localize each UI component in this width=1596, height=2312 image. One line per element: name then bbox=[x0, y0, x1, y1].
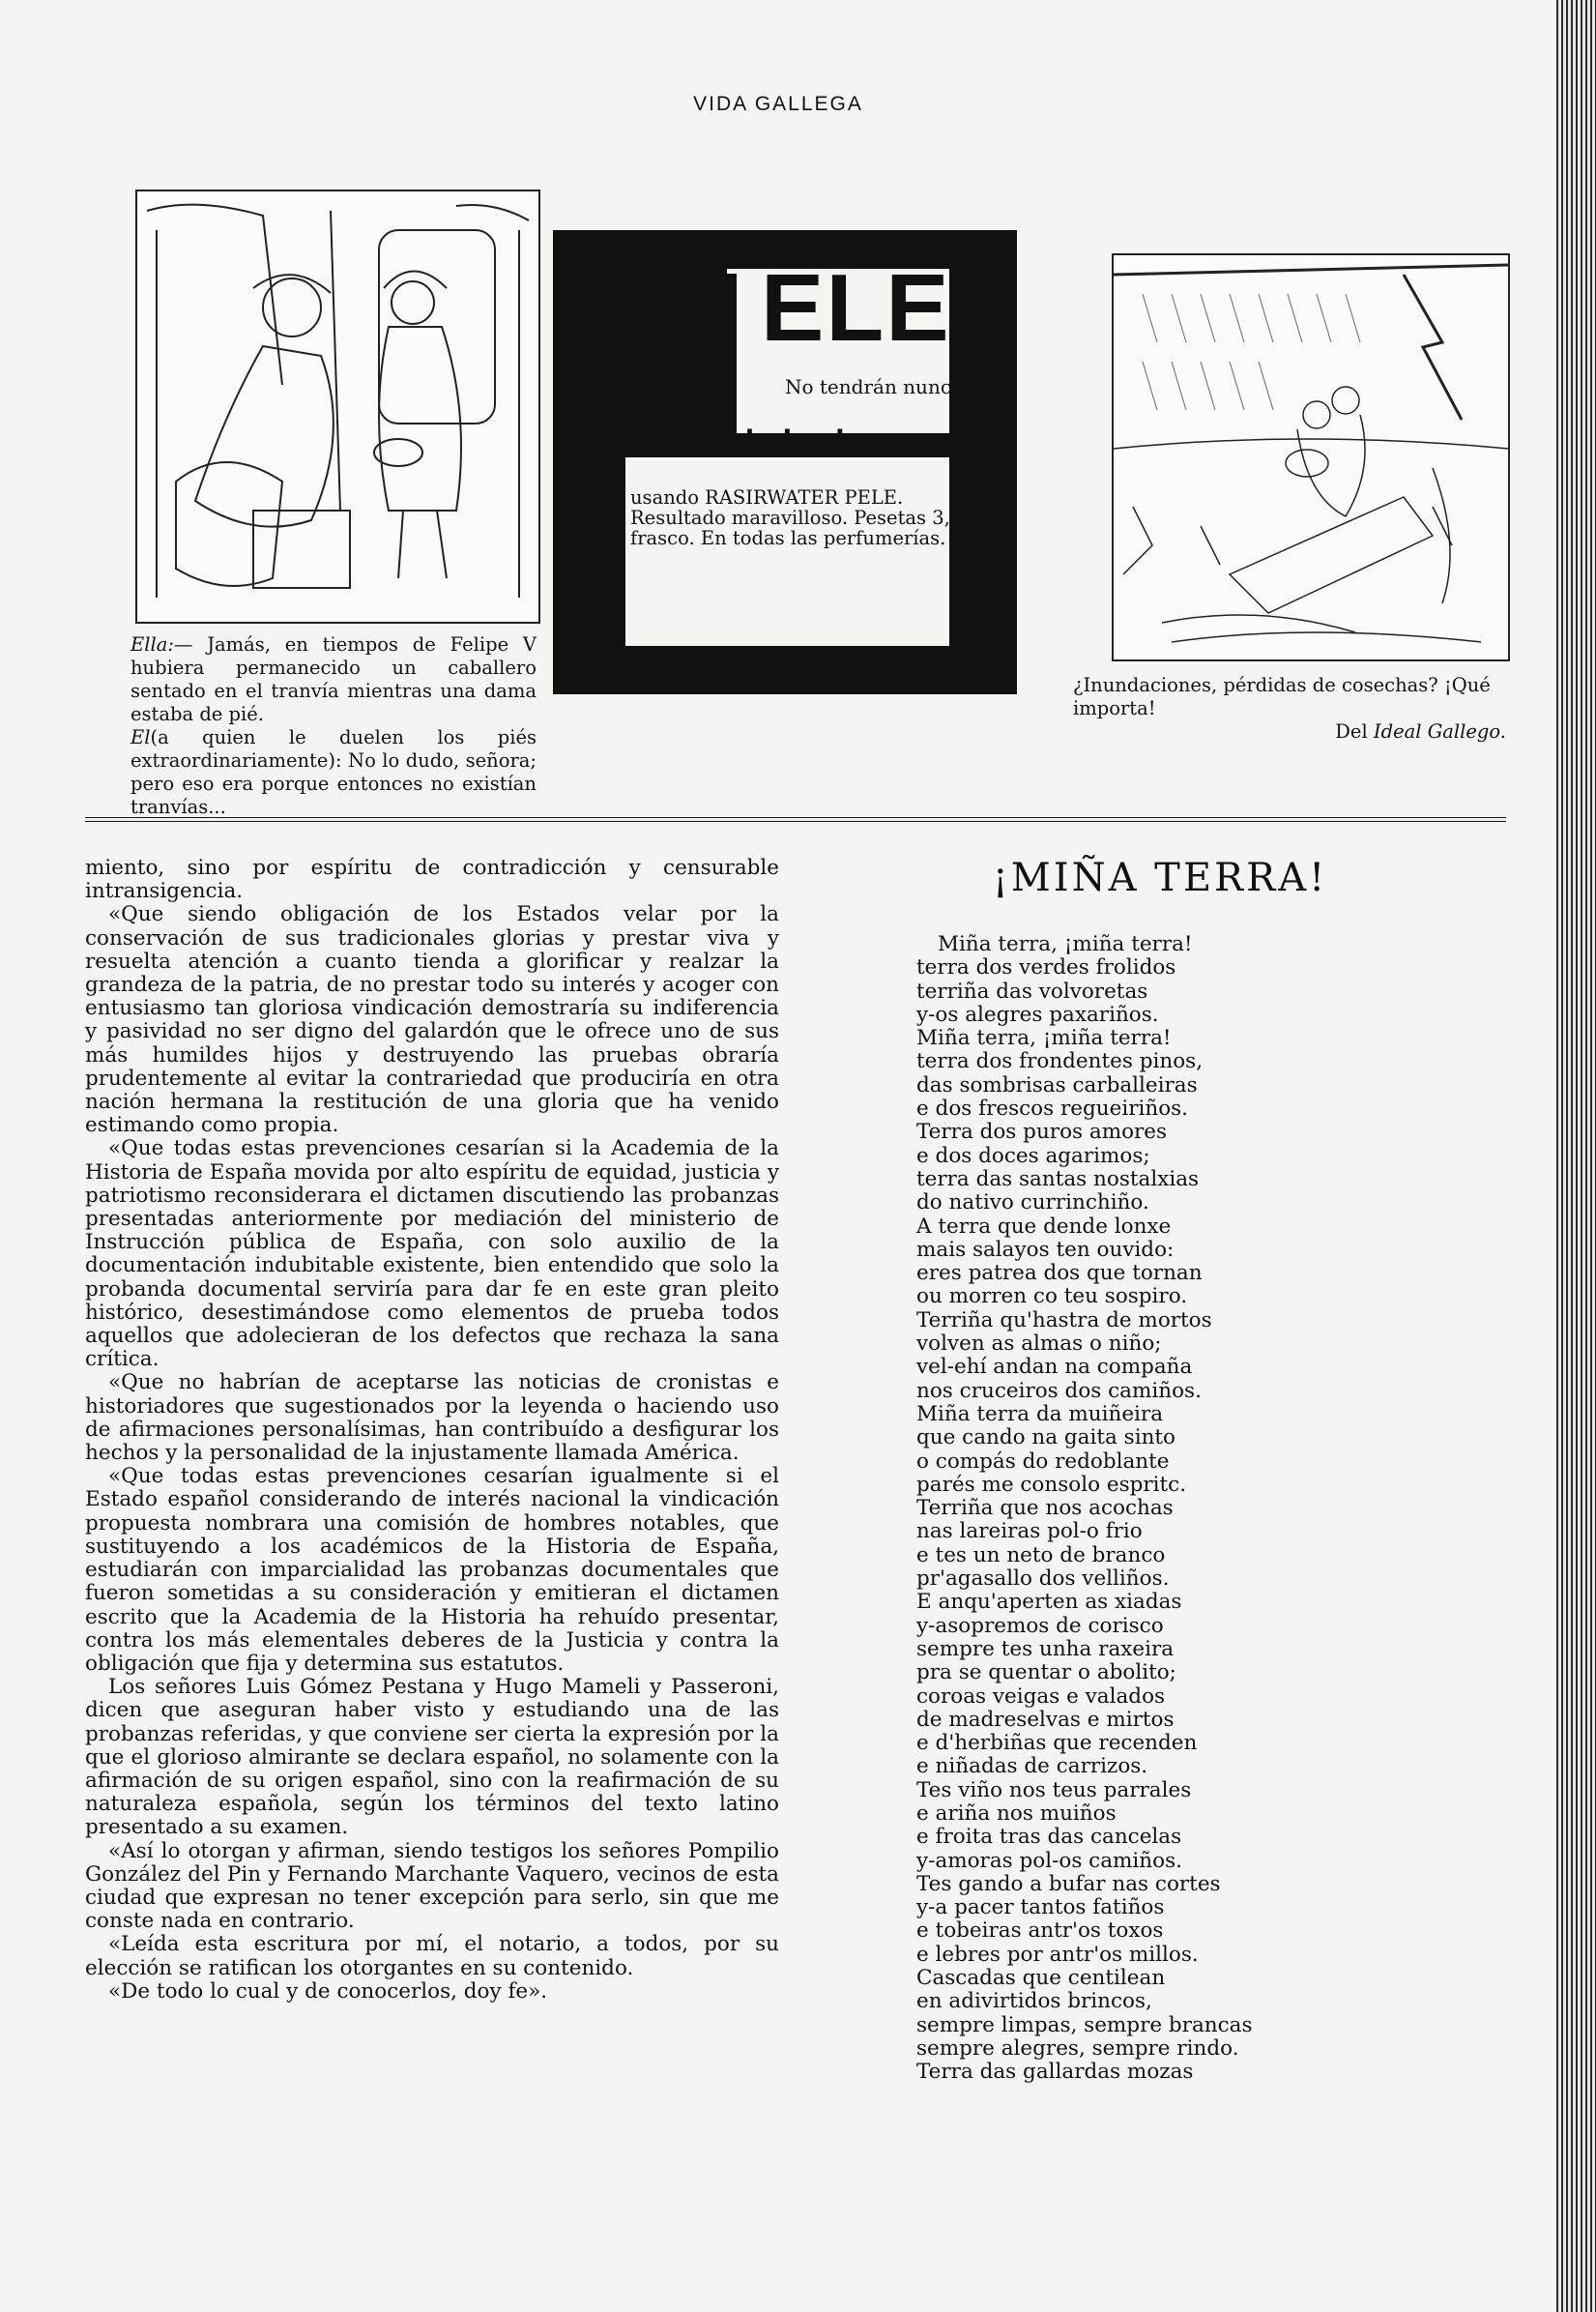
article-paragraph: «Leída esta escritura por mí, el notario, a todos, por su elección se ratifican los otorgantes en su contenido. bbox=[85, 1932, 779, 1980]
poem-line: sempre alegres, sempre rindo. bbox=[916, 2035, 1239, 2061]
poem-line: y-os alegres paxariños. bbox=[916, 1002, 1159, 1027]
poem-line: e niñadas de carrizos. bbox=[916, 1754, 1148, 1779]
cartoon-tram-illustration bbox=[135, 190, 540, 624]
article-paragraph: «Que todas estas prevenciones cesarían igualmente si el Estado español considerando de interés nacional la vindicación propuesta nombrara una comisión de hombres notables, que sustituyendo a los académicos de la Historia de España, estudiarán con imparcialidad las probanzas documentales que fueron sometidas a su consideración y emitieran el dictamen escrito que la Academia de la Historia ha rehuído presentar, contra los más elementales deberes de la Justicia y contra la obligación que fija y determina sus estatutos. bbox=[85, 1464, 779, 1676]
article-paragraph: Los señores Luis Gómez Pestana y Hugo Mameli y Passeroni, dicen que aseguran haber visto y estudiando una de las probanzas referidas, y que conviene ser cierta la expresión por la que el glorioso almirante se declara español, no solamente con la afirmación de su origen español, sino con la reafirmación de su naturaleza española, según los términos del texto latino presentado a su examen. bbox=[85, 1675, 779, 1840]
speaker-el: El bbox=[131, 726, 151, 748]
poem-line: coroas veigas e valados bbox=[916, 1683, 1166, 1709]
poem-line: mais salayos ten ouvido: bbox=[916, 1237, 1175, 1262]
poem-line: eres patrea dos que tornan bbox=[916, 1261, 1203, 1286]
poem-line: do nativo currinchiño. bbox=[916, 1190, 1149, 1215]
article-paragraph: «Que no habrían de aceptarse las noticias de cronistas e historiadores que sugestionados por la leyenda o haciendo uso de afirmaciones personalísimas, han contribuído a desfigurar los hechos y la personalidad de la injustamente llamada América. bbox=[85, 1370, 779, 1466]
poem-line: Terriña qu'hastra de mortos bbox=[916, 1307, 1212, 1332]
page-header: VIDA GALLEGA bbox=[693, 93, 863, 115]
poem-line: de madreselvas e mirtos bbox=[916, 1707, 1175, 1732]
article-paragraph: «Así lo otorgan y afirman, siendo testigos los señores Pompilio González del Pin y Fernando Marchante Vaquero, vecinos de esta ciudad que expresan no tener excepción para serlo, sin que me conste nada en contrario. bbox=[85, 1838, 779, 1934]
poem-line: y-amoras pol-os camiños. bbox=[916, 1848, 1182, 1873]
poem-line: y-asopremos de corisco bbox=[916, 1613, 1164, 1638]
poem-line: nas lareiras pol-o frio bbox=[916, 1519, 1143, 1544]
cartoon-right-caption: ¿Inundaciones, pérdidas de cosechas? ¡Qué importa! bbox=[1073, 674, 1491, 719]
cartoon-right-credit: Del Ideal Gallego. bbox=[1335, 720, 1506, 743]
poem-line: Tes gando a bufar nas cortes bbox=[916, 1871, 1221, 1896]
article-paragraph: «Que siendo obligación de los Estados velar por la conservación de sus tradicionales glorias y prestar viva y resuelta atención a cuanto tienda a glorificar y realzar la grandeza de la patria, de no prestar todo su interés y acoger con entusiasmo tan gloriosa vindicación demostraría su indiferencia y pasividad no ser digno del galardón que le ofrece uno de sus más humildes hijos y destruyendo las pruebas obraría prudentemente al evitar la contrariedad que produciría en otra nación hermana la restitución de una gloria que ha venido estimando como propia. bbox=[85, 902, 779, 1138]
poem-line: Miña terra, ¡miña terra! bbox=[938, 932, 1193, 956]
poem-line: ou morren co teu sospiro. bbox=[916, 1284, 1188, 1309]
poem-line: pra se quentar o abolito; bbox=[916, 1660, 1176, 1685]
poem-line: sempre tes unha raxeira bbox=[916, 1636, 1175, 1661]
poem-line: vel-ehí andan na compaña bbox=[916, 1355, 1193, 1380]
poem-line: Miña terra da muiñeira bbox=[916, 1401, 1164, 1426]
poem-line: e lebres por antr'os millos. bbox=[916, 1942, 1199, 1967]
poem-line: e ariña nos muiños bbox=[916, 1800, 1117, 1826]
pele-brand: ELE bbox=[761, 254, 951, 361]
article-paragraph: «De todo lo cual y de conocerlos, doy fe». bbox=[108, 1978, 548, 2004]
poem-line: e tobeiras antr'os toxos bbox=[916, 1918, 1164, 1944]
article-paragraph: miento, sino por espíritu de contradicción y censurable intransigencia. bbox=[85, 856, 779, 904]
poem-line: terriña das volvoretas bbox=[916, 979, 1148, 1004]
poem-title: ¡MIÑA TERRA! bbox=[992, 856, 1328, 900]
cartoon-flood-illustration bbox=[1112, 253, 1510, 661]
poem-line: e dos frescos regueiriños. bbox=[916, 1097, 1189, 1122]
poem-line: Terra dos puros amores bbox=[916, 1120, 1168, 1145]
section-divider bbox=[85, 817, 1506, 822]
poem-line: en adivirtidos brincos, bbox=[916, 1989, 1152, 2014]
advert-tagline: No tendrán nunca bbox=[785, 375, 963, 398]
speaker-ella: Ella: bbox=[131, 633, 174, 656]
poem-line: E anqu'aperten as xiadas bbox=[916, 1590, 1182, 1615]
poem-line: das sombrisas carballeiras bbox=[916, 1072, 1198, 1097]
poem-body bbox=[916, 933, 1253, 2085]
article-column bbox=[85, 857, 779, 2004]
poem-line: pr'agasallo dos velliños. bbox=[916, 1566, 1170, 1592]
advert-subtitle: Mala barba bbox=[698, 424, 875, 461]
article-paragraph: «Que todas estas prevenciones cesarían si la Academia de la Historia de España movida por alto espíritu de equidad, justicia y patriotismo reconsiderara el dictamen discutiendo las probanzas presentadas anteriormente por mediación del ministerio de Instrucción pública de España, con solo auxilio de la documentación indubitable existente, bien entendido que solo la probanda documental serviría para dar fe en este gran pleito histórico, desestimándose como elementos de prueba todos aquellos que adolecieran de los defectos que rechaza la sana crítica. bbox=[85, 1136, 779, 1372]
poem-line: e froita tras das cancelas bbox=[916, 1825, 1182, 1850]
poem-line: que cando na gaita sinto bbox=[916, 1425, 1176, 1450]
poem-line: volven as almas o niño; bbox=[916, 1332, 1162, 1357]
poem-line: o compás do redoblante bbox=[916, 1449, 1170, 1474]
cartoon-left-caption: Ella:— Jamás, en tiempos de Felipe V hubiera permanecido un caballero sentado en el tranvía mientras una dama estaba de pié. El(a quien le duelen los piés extraordinariamente): No lo dudo, señora; pero eso era porque entonces no existían tranvías... bbox=[131, 633, 537, 818]
credit-source: Ideal Gallego. bbox=[1373, 720, 1506, 743]
poem-line: parés me consolo espritc. bbox=[916, 1472, 1187, 1497]
poem-line: sempre limpas, sempre brancas bbox=[916, 2012, 1253, 2037]
poem-line: Tes viño nos teus parrales bbox=[916, 1777, 1192, 1802]
poem-line: Miña terra, ¡miña terra! bbox=[916, 1026, 1172, 1051]
poem-line: e dos doces agarimos; bbox=[916, 1143, 1150, 1168]
poem-line: y-a pacer tantos fatiños bbox=[916, 1895, 1165, 1920]
pele-advertisement bbox=[553, 230, 1017, 714]
poem-line: Terriña que nos acochas bbox=[916, 1496, 1174, 1521]
poem-line: nos cruceiros dos camiños. bbox=[916, 1378, 1202, 1403]
poem-line: terra das santas nostalxias bbox=[916, 1166, 1200, 1191]
poem-line: Terra das gallardas mozas bbox=[916, 2060, 1194, 2085]
poem-line: terra dos frondentes pinos, bbox=[916, 1049, 1204, 1074]
page-edge-stack bbox=[1556, 0, 1596, 2312]
poem-line: e tes un neto de branco bbox=[916, 1542, 1166, 1567]
poem-line: Cascadas que centilean bbox=[916, 1966, 1166, 1991]
poem-line: A terra que dende lonxe bbox=[916, 1214, 1172, 1239]
poem-line: terra dos verdes frolidos bbox=[916, 955, 1176, 980]
advert-body: usando RASIRWATER PELE. Resultado maravilloso. Pesetas 3, frasco. En todas las perfumerías. bbox=[630, 486, 950, 549]
poem-line: e d'herbiñas que recenden bbox=[916, 1731, 1198, 1756]
